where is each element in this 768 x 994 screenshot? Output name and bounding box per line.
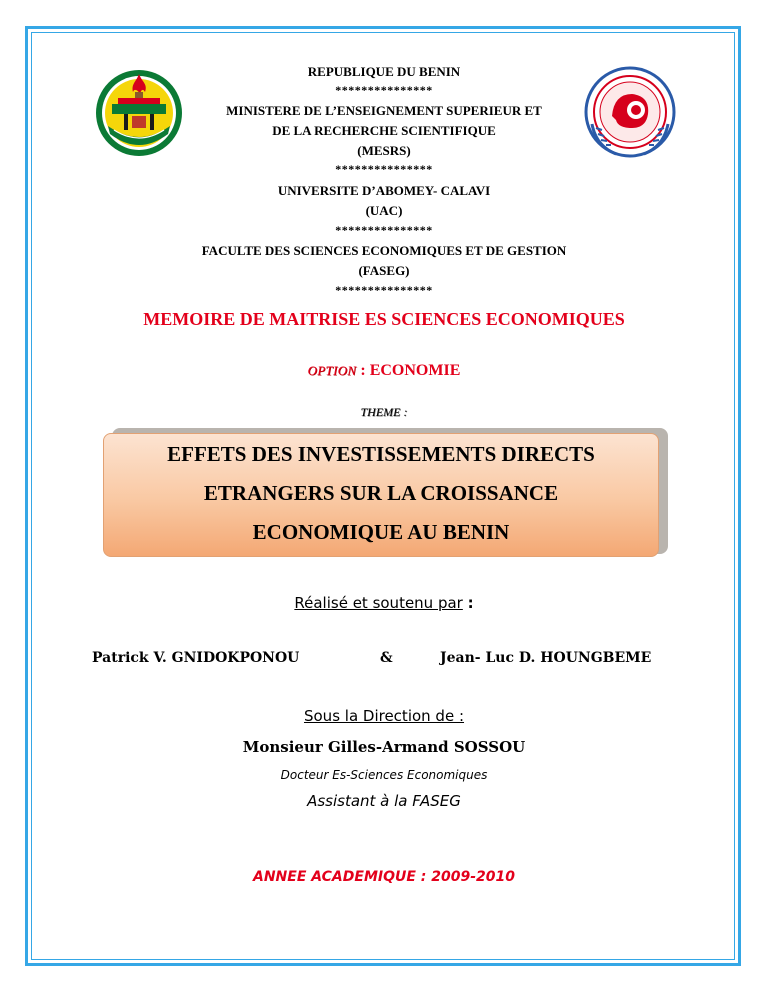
theme-box xyxy=(103,433,659,557)
document-type-title: MEMOIRE DE MAITRISE ES SCIENCES ECONOMIQUES xyxy=(143,309,625,329)
director-degree: Docteur Es-Sciences Economiques xyxy=(280,768,488,782)
authors-label xyxy=(0,594,768,612)
authors-label-text: Réalisé et soutenu par xyxy=(294,594,463,612)
faculty-heading: FACULTE DES SCIENCES ECONOMIQUES ET DE GESTION xyxy=(201,243,567,258)
author-2: Jean- Luc D. HOUNGBEME xyxy=(440,650,652,666)
author-1: Patrick V. GNIDOKPONOU xyxy=(92,650,300,666)
faculty-abbreviation: (FASEG) xyxy=(358,263,410,278)
director-name: Monsieur Gilles-Armand SOSSOU xyxy=(242,738,526,756)
ministry-heading-line1: MINISTERE DE L’ENSEIGNEMENT SUPERIEUR ET xyxy=(226,103,542,118)
university-abbreviation: (UAC) xyxy=(365,203,403,218)
direction-label-text: Sous la Direction de : xyxy=(303,707,465,725)
country-heading: REPUBLIQUE DU BENIN xyxy=(307,64,461,79)
ministry-heading-line2: DE LA RECHERCHE SCIENTIFIQUE xyxy=(272,123,496,138)
authors-label-colon: : xyxy=(467,594,474,612)
academic-year: ANNEE ACADEMIQUE : 2009-2010 xyxy=(252,869,516,885)
separator-stars: *************** xyxy=(335,223,433,237)
separator-stars: *************** xyxy=(335,283,433,297)
theme-title-line1: EFFETS DES INVESTISSEMENTS DIRECTS xyxy=(167,442,595,466)
separator-stars: *************** xyxy=(335,83,433,97)
theme-title-line3: ECONOMIQUE AU BENIN xyxy=(252,520,510,544)
authors-ampersand: & xyxy=(380,650,393,666)
theme-title-line2: ETRANGERS SUR LA CROISSANCE xyxy=(203,481,559,505)
option-value: : ECONOMIE xyxy=(360,362,461,379)
ministry-abbreviation: (MESRS) xyxy=(357,143,411,158)
option-label: OPTION xyxy=(307,363,357,378)
director-position: Assistant à la FASEG xyxy=(307,792,461,810)
direction-label xyxy=(0,707,768,725)
theme-label: THEME : xyxy=(360,405,408,419)
university-heading: UNIVERSITE D’ABOMEY- CALAVI xyxy=(277,183,491,198)
option-line xyxy=(0,362,768,380)
separator-stars: *************** xyxy=(335,162,433,176)
